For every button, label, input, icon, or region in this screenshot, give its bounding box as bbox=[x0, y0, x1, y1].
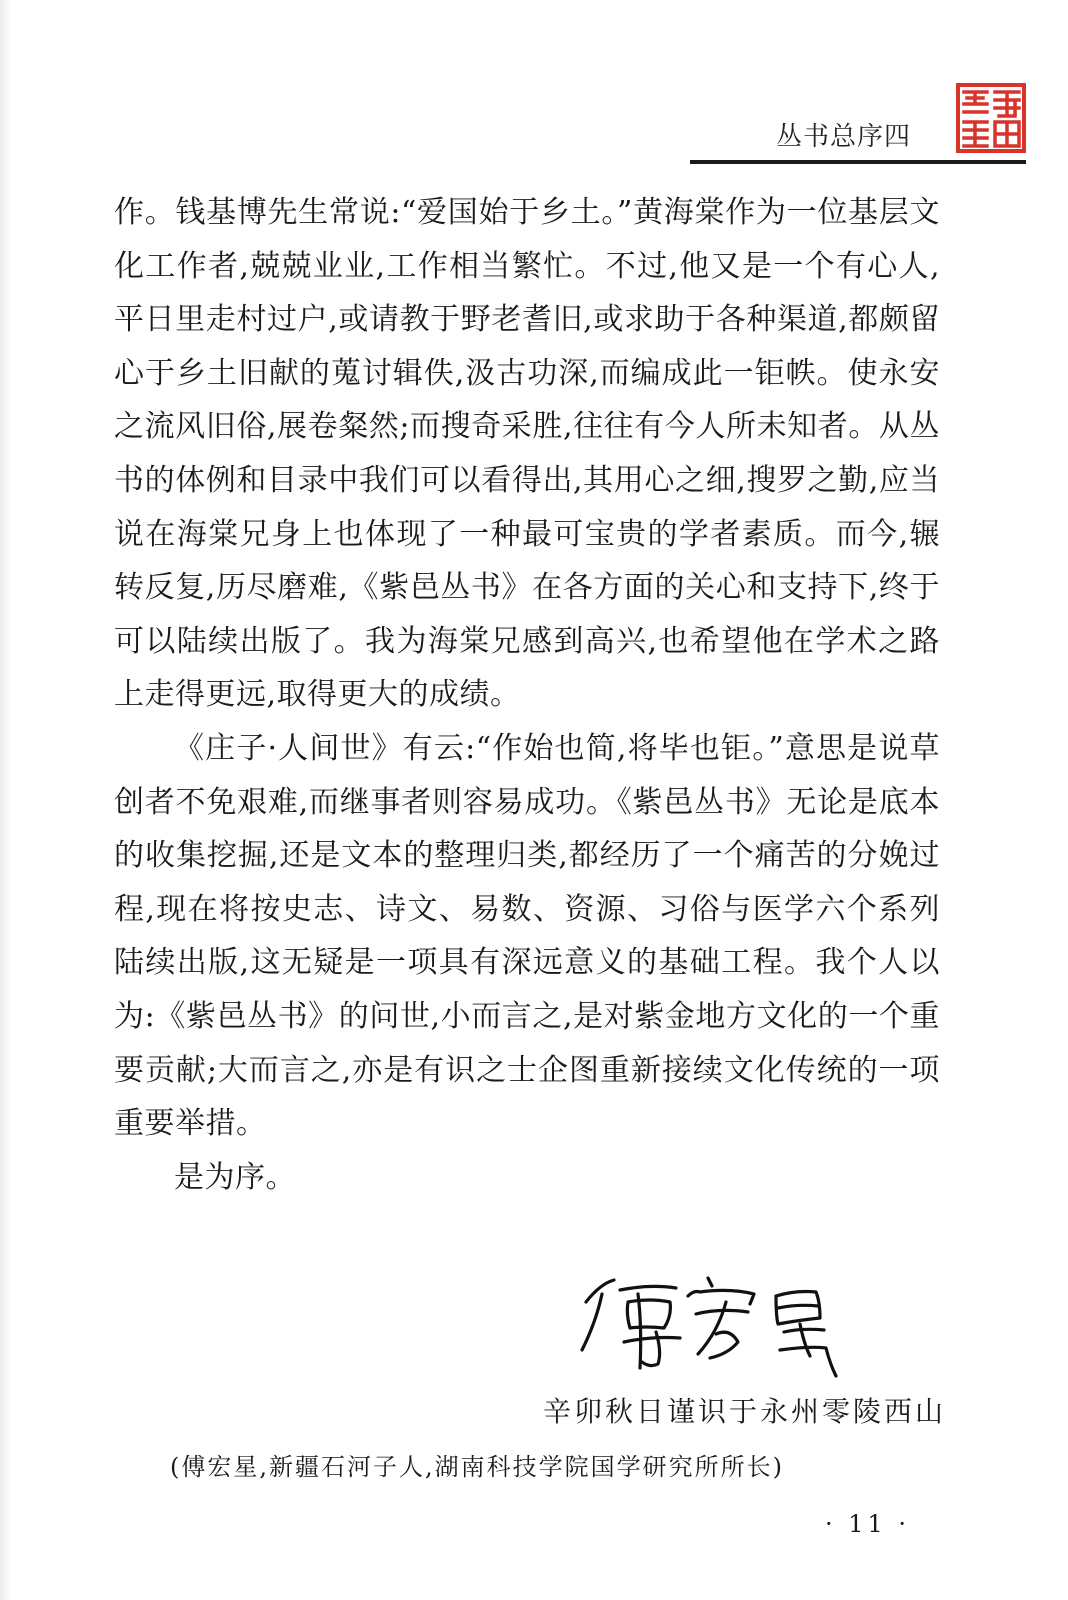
paragraph-2: 《庄子·人间世》有云:“作始也简,将毕也钜。”意思是说草创者不免艰难,而继事者则容易成功。《紫邑丛书》无论是底本的收集挖掘,还是文本的整理归类,都经历了一个痛苦的分娩过程,现在将按史志、诗文、易数、资源、习俗与医学六个系列陆续出版,这无疑是一项具有深远意义的基础工程。我个人以为:《紫邑丛书》的问世,小而言之,是对紫金地方文化的一个重要贡献;大而言之,亦是有识之士企图重新接续文化传统的一项重要举措。 bbox=[114, 730, 940, 1142]
seal-stamp bbox=[955, 82, 1027, 154]
scan-edge bbox=[0, 0, 12, 1600]
author-note: (傅宏星,新疆石河子人,湖南科技学院国学研究所所长) bbox=[170, 1453, 784, 1481]
body-text bbox=[114, 186, 940, 1204]
running-title: 丛书总序四 bbox=[776, 122, 912, 152]
header-rule bbox=[690, 160, 1026, 164]
handwritten-signature bbox=[580, 1272, 850, 1382]
paragraph-3: 是为序。 bbox=[174, 1159, 296, 1195]
dateline: 辛卯秋日谨识于永州零陵西山 bbox=[542, 1395, 946, 1428]
page-number: · 11 · bbox=[824, 1510, 910, 1538]
paragraph-1: 作。钱基博先生常说:“爱国始于乡土。”黄海棠作为一位基层文化工作者,兢兢业业,工作相当繁忙。不过,他又是一个有心人,平日里走村过户,或请教于野老耆旧,或求助于各种渠道,都颇留心于乡土旧献的蒐讨辑佚,汲古功深,而编成此一钜帙。使永安之流风旧俗,展卷粲然;而搜奇采胜,往往有今人所未知者。从丛书的体例和目录中我们可以看得出,其用心之细,搜罗之勤,应当说在海棠兄身上也体现了一种最可宝贵的学者素质。而今,辗转反复,历尽磨难,《紫邑丛书》在各方面的关心和支持下,终于可以陆续出版了。我为海棠兄感到高兴,也希望他在学术之路上走得更远,取得更大的成绩。 bbox=[114, 195, 940, 713]
